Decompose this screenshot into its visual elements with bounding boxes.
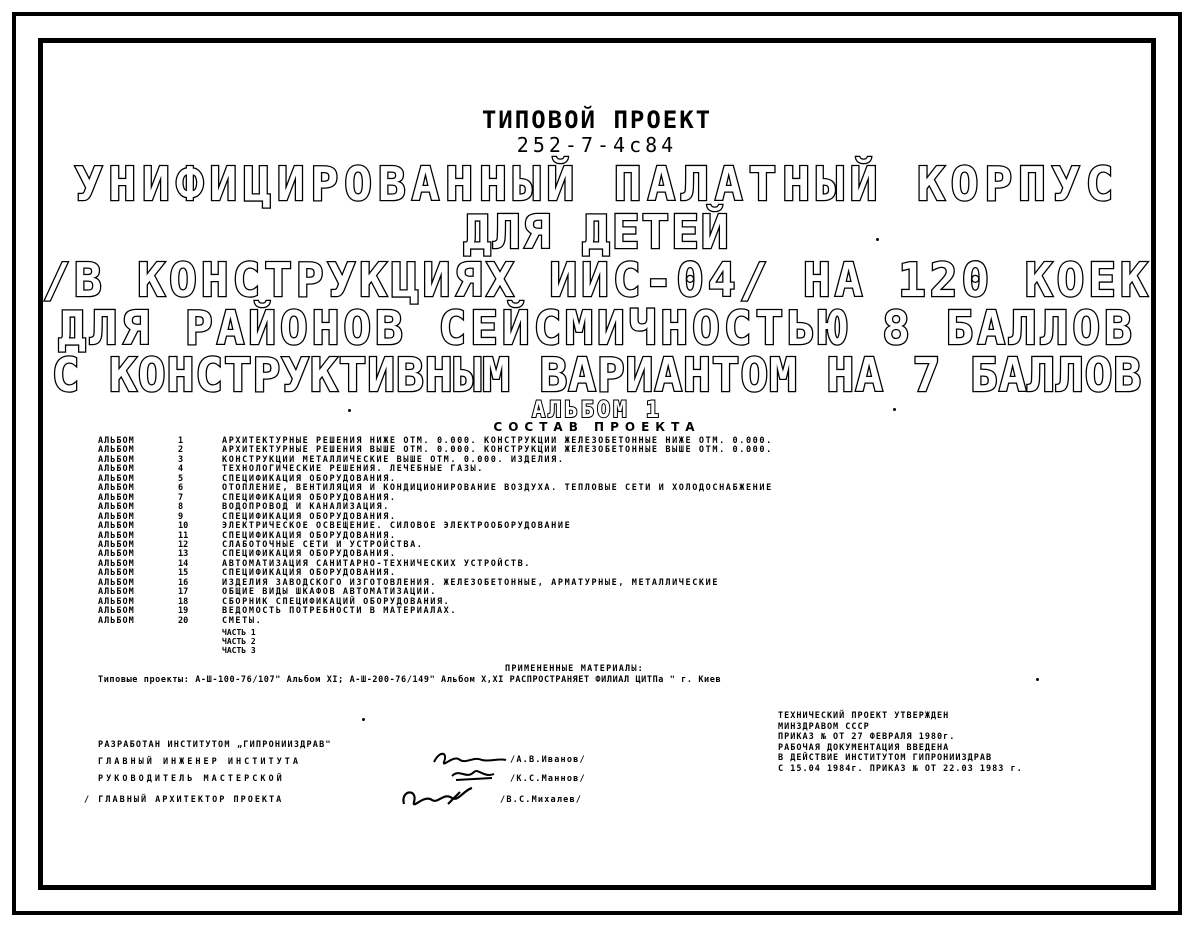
part-label: ЧАСТЬ 1 <box>222 628 256 637</box>
speck <box>348 409 351 412</box>
title-line-4: ДЛЯ РАЙОНОВ СЕЙСМИЧНОСТЬЮ 8 БАЛЛОВ <box>58 301 1136 355</box>
album-number: АЛЬБОМ 1 <box>532 398 662 423</box>
approval-line: ТЕХНИЧЕСКИЙ ПРОЕКТ УТВЕРЖДЕН <box>778 711 950 721</box>
album-number-value: 5 <box>178 473 184 484</box>
chief-engineer-role: ГЛАВНЫЙ ИНЖЕНЕР ИНСТИТУТА <box>98 757 301 767</box>
album-number-value: 9 <box>178 511 184 522</box>
album-description: ВОДОПРОВОД И КАНАЛИЗАЦИЯ. <box>222 502 390 513</box>
approval-line: В ДЕЙСТВИЕ ИНСТИТУТОМ ГИПРОНИИЗДРАВ <box>778 753 993 763</box>
album-number-value: 12 <box>178 539 189 550</box>
album-label: АЛЬБОМ <box>98 521 135 532</box>
album-number-value: 17 <box>178 587 189 598</box>
album-number-value: 13 <box>178 549 189 560</box>
album-description: СБОРНИК СПЕЦИФИКАЦИЙ ОБОРУДОВАНИЯ. <box>222 596 451 607</box>
title-line-2: ДЛЯ ДЕТЕЙ <box>463 205 731 259</box>
album-description: ЭЛЕКТРИЧЕСКОЕ ОСВЕЩЕНИЕ. СИЛОВОЕ ЭЛЕКТРООБОРУДОВАНИЕ <box>222 521 572 532</box>
album-label: АЛЬБОМ <box>98 615 135 626</box>
applied-materials-text: Типовые проекты: А-Ш-100-76/107" Альбом XI; А-Ш-200-76/149" Альбом X,XI РАСПРОСТРАНЯЕТ ФИЛИАЛ ЦИТПа " г. Киев <box>98 675 722 685</box>
speck <box>362 718 365 721</box>
album-description: ИЗДЕЛИЯ ЗАВОДСКОГО ИЗГОТОВЛЕНИЯ. ЖЕЛЕЗОБЕТОННЫЕ, АРМАТУРНЫЕ, МЕТАЛЛИЧЕСКИЕ <box>222 577 720 588</box>
chief-architect-role: / ГЛАВНЫЙ АРХИТЕКТОР ПРОЕКТА <box>84 795 284 805</box>
developed-by: РАЗРАБОТАН ИНСТИТУТОМ „ГИПРОНИИЗДРАВ" <box>98 740 332 750</box>
approval-line: С 15.04 1984г. ПРИКАЗ № ОТ 22.03 1983 г. <box>778 763 1023 774</box>
album-number-value: 10 <box>178 521 189 532</box>
album-number-value: 18 <box>178 596 189 607</box>
album-label: АЛЬБОМ <box>98 530 135 541</box>
album-description: СПЕЦИФИКАЦИЯ ОБОРУДОВАНИЯ. <box>222 511 397 522</box>
album-label: АЛЬБОМ <box>98 502 135 513</box>
album-description: АРХИТЕКТУРНЫЕ РЕШЕНИЯ ВЫШЕ ОТМ. 0.000. КОНСТРУКЦИИ ЖЕЛЕЗОБЕТОННЫЕ ВЫШЕ ОТМ. 0.000. <box>222 445 773 456</box>
album-label: АЛЬБОМ <box>98 596 135 607</box>
speck <box>876 238 879 241</box>
album-number-value: 4 <box>178 464 184 475</box>
speck <box>1036 678 1039 681</box>
album-description: ОТОПЛЕНИЕ, ВЕНТИЛЯЦИЯ И КОНДИЦИОНИРОВАНИЕ ВОЗДУХА. ТЕПЛОВЫЕ СЕТИ И ХОЛОДОСНАБЖЕНИЕ <box>222 483 773 494</box>
album-description: СМЕТЫ. <box>222 615 263 626</box>
album-description: КОНСТРУКЦИИ МЕТАЛЛИЧЕСКИЕ ВЫШЕ ОТМ. 0.000. ИЗДЕЛИЯ. <box>222 454 565 465</box>
part-label: ЧАСТЬ 2 <box>222 637 256 646</box>
album-label: АЛЬБОМ <box>98 539 135 550</box>
title-line-5: С КОНСТРУКТИВНЫМ ВАРИАНТОМ НА 7 БАЛЛОВ <box>51 348 1143 402</box>
album-description: ОБЩИЕ ВИДЫ ШКАФОВ АВТОМАТИЗАЦИИ. <box>222 587 437 598</box>
album-label: АЛЬБОМ <box>98 606 135 617</box>
title-line-1: УНИФИЦИРОВАННЫЙ ПАЛАТНЫЙ КОРПУС <box>74 157 1120 211</box>
signature-chief-architect <box>398 784 478 814</box>
chief-architect-name: /В.С.Михалев/ <box>500 795 583 805</box>
album-label: АЛЬБОМ <box>98 587 135 598</box>
album-description: СПЕЦИФИКАЦИЯ ОБОРУДОВАНИЯ. <box>222 568 397 579</box>
album-number-value: 15 <box>178 568 189 579</box>
album-number-value: 19 <box>178 606 189 617</box>
album-label: АЛЬБОМ <box>98 558 135 569</box>
album-number-value: 7 <box>178 492 184 503</box>
album-description: СПЕЦИФИКАЦИЯ ОБОРУДОВАНИЯ. <box>222 492 397 503</box>
signature-workshop-head <box>448 766 498 784</box>
approval-line: МИНЗДРАВОМ СССР <box>778 721 870 732</box>
album-number-value: 11 <box>178 530 189 541</box>
album-description: АРХИТЕКТУРНЫЕ РЕШЕНИЯ НИЖЕ ОТМ. 0.000. КОНСТРУКЦИИ ЖЕЛЕЗОБЕТОННЫЕ НИЖЕ ОТМ. 0.000. <box>222 436 773 446</box>
album-label: АЛЬБОМ <box>98 464 135 475</box>
workshop-head-name: /К.С.Маннов/ <box>510 774 586 784</box>
album-label: АЛЬБОМ <box>98 483 135 494</box>
album-description: СПЕЦИФИКАЦИЯ ОБОРУДОВАНИЯ. <box>222 473 397 484</box>
album-number-value: 20 <box>178 615 189 626</box>
chief-engineer-name: /А.В.Иванов/ <box>510 755 586 765</box>
album-number-value: 16 <box>178 577 189 588</box>
workshop-head-role: РУКОВОДИТЕЛЬ МАСТЕРСКОЙ <box>98 774 285 784</box>
project-number: 252-7-4с84 <box>516 133 678 157</box>
approval-line: ПРИКАЗ № ОТ 27 ФЕВРАЛЯ 1980г. <box>778 732 956 742</box>
album-label: АЛЬБОМ <box>98 577 135 588</box>
album-description: ТЕХНОЛОГИЧЕСКИЕ РЕШЕНИЯ. ЛЕЧЕБНЫЕ ГАЗЫ. <box>222 464 484 475</box>
album-label: АЛЬБОМ <box>98 436 135 446</box>
album-description: СПЕЦИФИКАЦИЯ ОБОРУДОВАНИЯ. <box>222 549 397 560</box>
album-label: АЛЬБОМ <box>98 549 135 560</box>
album-number-value: 1 <box>178 436 184 446</box>
album-label: АЛЬБОМ <box>98 511 135 522</box>
album-number-value: 6 <box>178 483 184 494</box>
album-description: СЛАБОТОЧНЫЕ СЕТИ И УСТРОЙСТВА. <box>222 539 424 550</box>
album-label: АЛЬБОМ <box>98 492 135 503</box>
album-number-value: 14 <box>178 558 189 569</box>
album-description: СПЕЦИФИКАЦИЯ ОБОРУДОВАНИЯ. <box>222 530 397 541</box>
speck <box>893 408 896 411</box>
album-description: АВТОМАТИЗАЦИЯ САНИТАРНО-ТЕХНИЧЕСКИХ УСТРОЙСТВ. <box>222 558 532 569</box>
album-number-value: 2 <box>178 445 184 456</box>
project-type: ТИПОВОЙ ПРОЕКТ <box>481 106 713 134</box>
album-label: АЛЬБОМ <box>98 473 135 484</box>
title-line-3: /В КОНСТРУКЦИЯХ ИИС-04/ НА 120 КОЕК <box>42 253 1152 307</box>
album-label: АЛЬБОМ <box>98 568 135 579</box>
album-number-value: 3 <box>178 454 184 465</box>
album-number-value: 8 <box>178 502 184 513</box>
contents-title: СОСТАВ ПРОЕКТА <box>493 420 701 434</box>
album-description: ВЕДОМОСТЬ ПОТРЕБНОСТИ В МАТЕРИАЛАХ. <box>222 606 458 617</box>
approval-line: РАБОЧАЯ ДОКУМЕНТАЦИЯ ВВЕДЕНА <box>778 742 950 753</box>
part-label: ЧАСТЬ 3 <box>222 646 256 655</box>
album-label: АЛЬБОМ <box>98 445 135 456</box>
album-label: АЛЬБОМ <box>98 454 135 465</box>
applied-materials-title: ПРИМЕНЕННЫЕ МАТЕРИАЛЫ: <box>505 664 644 674</box>
